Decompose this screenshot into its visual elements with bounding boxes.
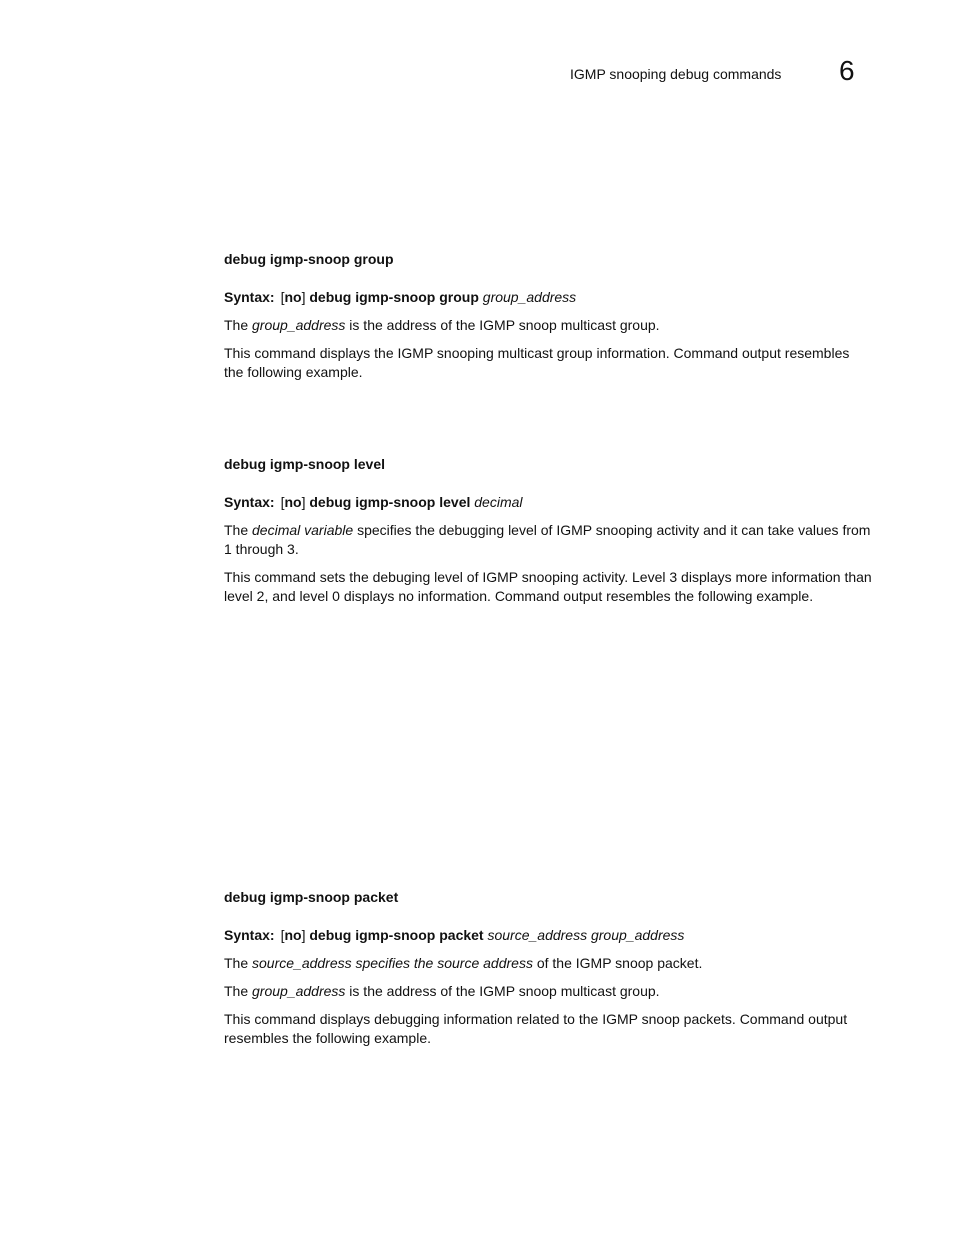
- syntax-arguments: source_address group_address: [487, 927, 685, 943]
- paragraph-rest: is the address of the IGMP snoop multicast group.: [345, 317, 660, 333]
- syntax-line: [224, 288, 872, 306]
- paragraph-emphasis: group_address: [252, 317, 346, 333]
- description-paragraph: [224, 521, 872, 559]
- syntax-no-keyword: no: [284, 927, 302, 943]
- paragraph-prefix: The: [224, 983, 253, 999]
- syntax-arguments: decimal: [474, 494, 523, 510]
- description-paragraph: This command sets the debuging level of IGMP snooping activity. Level 3 displays more information than level 2, and level 0 displays no information. Command output resembles the following example.: [224, 569, 872, 604]
- syntax-line: [224, 493, 872, 511]
- syntax-command: debug igmp-snoop level: [309, 494, 471, 510]
- paragraph-prefix: The: [224, 955, 253, 971]
- section-debug-igmp-snoop-group: [224, 250, 872, 391]
- section-debug-igmp-snoop-level: [224, 455, 872, 615]
- syntax-no-keyword: no: [284, 494, 302, 510]
- syntax-close-bracket: ]: [301, 927, 306, 943]
- paragraph-prefix: The: [224, 522, 253, 538]
- description-paragraph: This command displays the IGMP snooping multicast group information. Command output resembles the following example.: [224, 345, 850, 380]
- paragraph-prefix: The: [224, 317, 253, 333]
- chapter-number: 6: [839, 55, 855, 86]
- page-header: [0, 56, 954, 96]
- description-paragraph: [224, 316, 872, 335]
- syntax-open-bracket: [: [280, 289, 285, 305]
- paragraph-emphasis: source_address specifies the source address: [252, 955, 533, 971]
- section-heading: debug igmp-snoop group: [224, 251, 394, 267]
- description-paragraph: This command displays debugging information related to the IGMP snoop packets. Command output resembles the following example.: [224, 1011, 848, 1046]
- paragraph-rest: of the IGMP snoop packet.: [532, 955, 703, 971]
- syntax-no-keyword: no: [284, 289, 302, 305]
- syntax-close-bracket: ]: [301, 494, 306, 510]
- paragraph-emphasis: group_address: [252, 983, 346, 999]
- syntax-close-bracket: ]: [301, 289, 306, 305]
- syntax-label: Syntax:: [224, 289, 275, 305]
- syntax-open-bracket: [: [280, 927, 285, 943]
- section-heading: debug igmp-snoop packet: [224, 889, 399, 905]
- syntax-command: debug igmp-snoop packet: [309, 927, 484, 943]
- paragraph-rest: specifies the debugging level of IGMP snooping activity and it can take values from 1 through 3.: [224, 522, 871, 557]
- syntax-label: Syntax:: [224, 494, 275, 510]
- paragraph-rest: is the address of the IGMP snoop multicast group.: [345, 983, 660, 999]
- description-paragraph: [224, 954, 872, 973]
- section-heading: debug igmp-snoop level: [224, 456, 386, 472]
- section-debug-igmp-snoop-packet: [224, 888, 872, 1057]
- paragraph-emphasis: decimal variable: [252, 522, 354, 538]
- syntax-command: debug igmp-snoop group: [309, 289, 479, 305]
- description-paragraph: [224, 982, 872, 1001]
- syntax-line: [224, 926, 872, 944]
- syntax-open-bracket: [: [280, 494, 285, 510]
- syntax-label: Syntax:: [224, 927, 275, 943]
- running-header-title: IGMP snooping debug commands: [570, 66, 782, 82]
- syntax-arguments: group_address: [482, 289, 577, 305]
